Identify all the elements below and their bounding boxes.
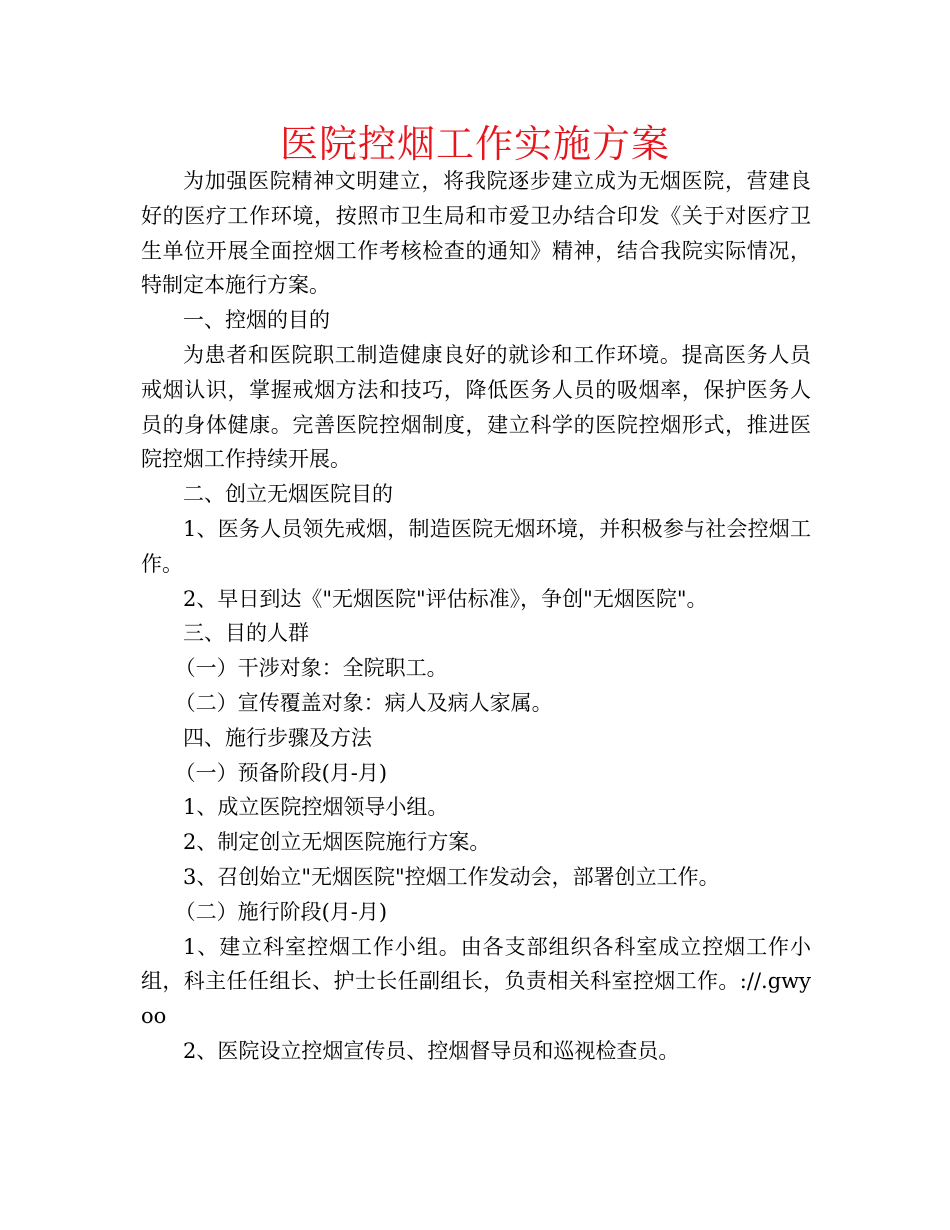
list-item: （一）干涉对象：全院职工。 <box>174 656 448 681</box>
list-item: 3、召创始立"无烟医院"控烟工作发动会，部署创立工作。 <box>183 864 720 889</box>
paragraph-intro: 为加强医院精神文明建立，将我院逐步建立成为无烟医院，营建良好的医疗工作环境，按照市卫生局和市爱卫办结合印发《关于对医疗卫生单位开展全面控烟工作考核检查的通知》精神，结合我院实际情况，特制定本施行方案。 <box>141 169 811 298</box>
list-item: （二）宣传覆盖对象：病人及病人家属。 <box>174 690 553 715</box>
document-body <box>141 164 811 1069</box>
heading-section-4: 四、施行步骤及方法 <box>183 725 372 750</box>
subheading-stage-2: （二）施行阶段(月-月) <box>174 899 388 924</box>
paragraph-section-1: 为患者和医院职工制造健康良好的就诊和工作环境。提高医务人员戒烟认识，掌握戒烟方法和技巧，降低医务人员的吸烟率，保护医务人员的身体健康。完善医院控烟制度，建立科学的医院控烟形式，推进医院控烟工作持续开展。 <box>141 342 811 472</box>
list-item: 2、早日到达《"无烟医院"评估标准》，争创"无烟医院"。 <box>183 586 708 611</box>
list-item: 1、建立科室控烟工作小组。由各支部组织各科室成立控烟工作小组，科主任任组长、护士长任副组长，负责相关科室控烟工作。://.gwyoo <box>141 934 811 1029</box>
list-item: 2、医院设立控烟宣传员、控烟督导员和巡视检查员。 <box>183 1038 680 1063</box>
heading-section-3: 三、目的人群 <box>183 621 309 646</box>
list-item: 2、制定创立无烟医院施行方案。 <box>183 830 491 855</box>
list-item: 1、成立医院控烟领导小组。 <box>183 795 449 820</box>
heading-section-1: 一、控烟的目的 <box>183 308 330 333</box>
subheading-stage-1: （一）预备阶段(月-月) <box>174 760 388 785</box>
heading-section-2: 二、创立无烟医院目的 <box>183 482 393 507</box>
list-item: 1、医务人员领先戒烟，制造医院无烟环境，并积极参与社会控烟工作。 <box>141 516 811 576</box>
document-title: 医院控烟工作实施方案 <box>279 122 670 166</box>
